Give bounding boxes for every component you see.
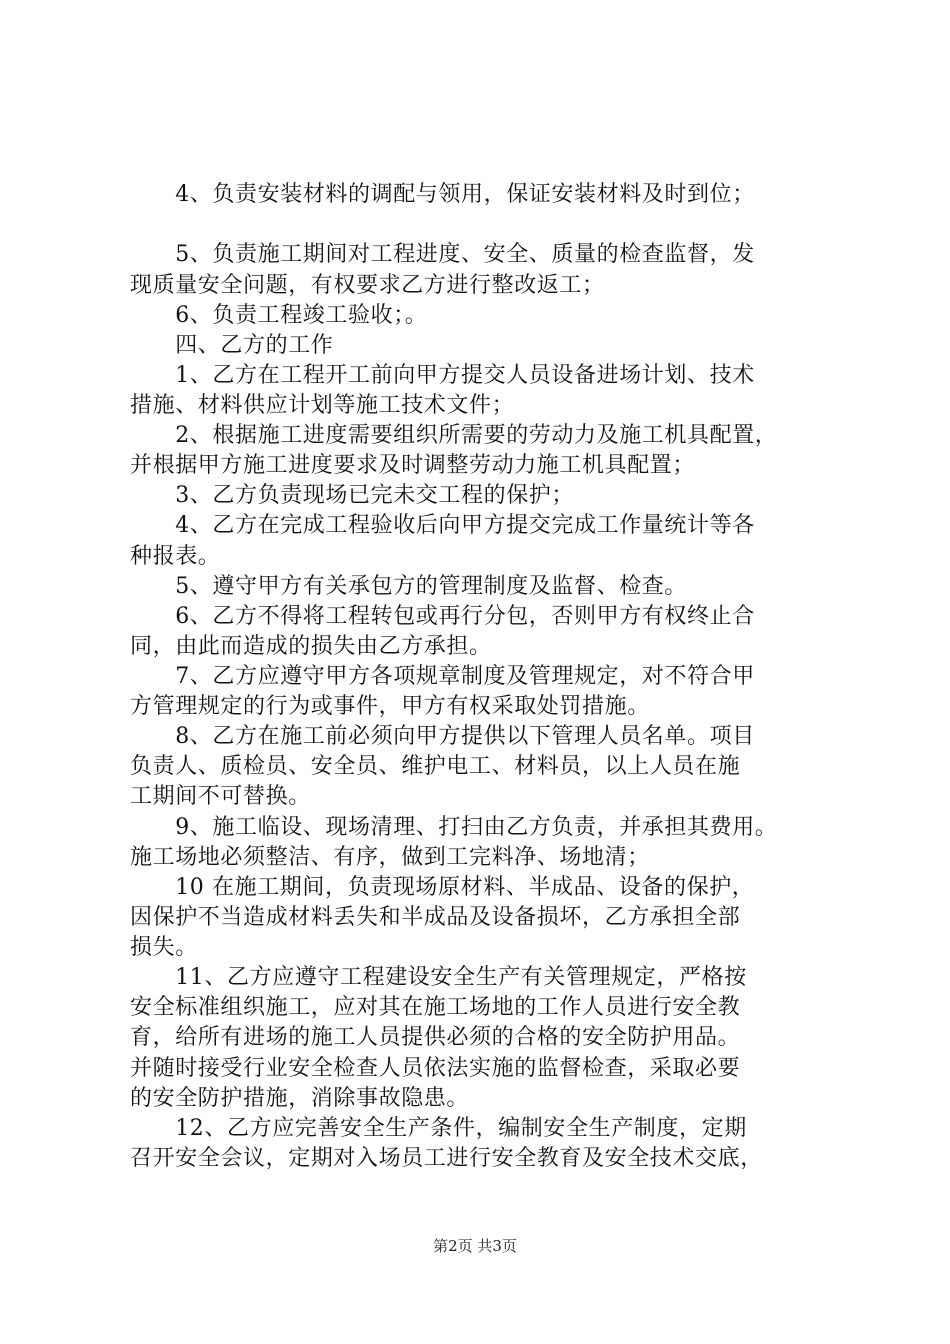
text-line: 措施、材料供应计划等施工技术文件； — [130, 393, 515, 418]
text-line: 11、乙方应遵守工程建设安全生产有关管理规定，严格按 — [130, 965, 747, 990]
text-line: 9、施工临设、现场清理、打扫由乙方负责，并承担其费用。 — [130, 815, 778, 840]
text-line: 4、负责安装材料的调配与领用，保证安装材料及时到位； — [130, 182, 755, 207]
section-heading: 四、乙方的工作 — [130, 333, 334, 358]
text-line: 5、遵守甲方有关承包方的管理制度及监督、检查。 — [130, 574, 687, 599]
text-line: 10 在施工期间，负责现场原材料、半成品、设备的保护， — [130, 875, 755, 900]
text-line: 并随时接受行业安全检查人员依法实施的监督检查，采取必要 — [130, 1056, 741, 1081]
text-line: 施工场地必须整洁、有序，做到工完料净、场地清； — [130, 845, 650, 870]
text-line: 2、根据施工进度需要组织所需要的劳动力及施工机具配置， — [130, 423, 778, 448]
text-line: 7、乙方应遵守甲方各项规章制度及管理规定，对不符合甲 — [130, 664, 755, 689]
text-line: 6、乙方不得将工程转包或再行分包，否则甲方有权终止合 — [130, 604, 755, 629]
text-line: 工期间不可替换。 — [130, 784, 311, 809]
text-line: 并根据甲方施工进度要求及时调整劳动力施工机具配置； — [130, 453, 696, 478]
text-line: 4、乙方在完成工程验收后向甲方提交完成工作量统计等各 — [130, 513, 755, 538]
text-line: 现质量安全问题，有权要求乙方进行整改返工； — [130, 273, 605, 298]
text-line: 安全标准组织施工，应对其在施工场地的工作人员进行安全教 — [130, 995, 741, 1020]
text-line: 8、乙方在施工前必须向甲方提供以下管理人员名单。项目 — [130, 724, 755, 749]
text-line: 损失。 — [130, 935, 198, 960]
text-line: 育，给所有进场的施工人员提供必须的合格的安全防护用品。 — [130, 1025, 741, 1050]
text-line: 5、负责施工期间对工程进度、安全、质量的检查监督，发 — [130, 242, 755, 267]
text-line: 1、乙方在工程开工前向甲方提交人员设备进场计划、技术 — [130, 363, 755, 388]
text-line: 种报表。 — [130, 544, 221, 569]
text-line: 6、负责工程竣工验收；。 — [130, 303, 428, 328]
text-line: 同，由此而造成的损失由乙方承担。 — [130, 634, 492, 659]
text-line: 的安全防护措施，消除事故隐患。 — [130, 1086, 470, 1111]
text-line: 3、乙方负责现场已完未交工程的保护； — [130, 483, 574, 508]
text-line: 因保护不当造成材料丢失和半成品及设备损坏，乙方承担全部 — [130, 905, 741, 930]
page-footer: 第2页 共3页 — [433, 1237, 517, 1255]
text-line: 召开安全会议，定期对入场员工进行安全教育及安全技术交底， — [130, 1146, 763, 1171]
text-line: 负责人、质检员、安全员、维护电工、材料员，以上人员在施 — [130, 754, 741, 779]
text-line: 12、乙方应完善安全生产条件，编制安全生产制度，定期 — [130, 1116, 747, 1141]
text-line: 方管理规定的行为或事件，甲方有权采取处罚措施。 — [130, 694, 650, 719]
